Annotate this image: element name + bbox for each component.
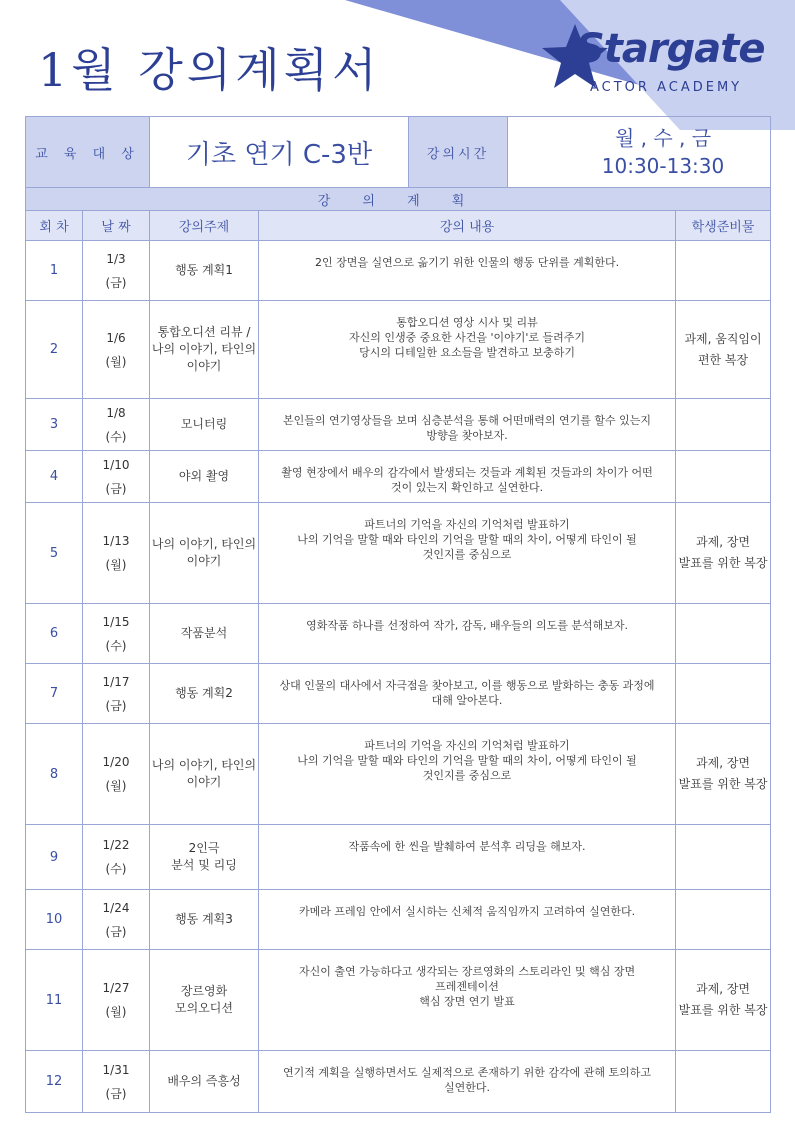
- session-topic: [150, 503, 259, 604]
- time-days: 월 , 수 , 금: [614, 125, 712, 150]
- session-content: [259, 399, 676, 451]
- session-materials: [676, 1051, 771, 1113]
- session-content: [259, 451, 676, 503]
- date-text: 1/8: [106, 405, 126, 420]
- session-topic: [150, 451, 259, 503]
- table-row: [26, 664, 771, 724]
- materials-line: 과제, 장면: [696, 756, 751, 770]
- content-line: 본인들의 연기영상들을 보며 심층분석을 통해 어떤매력의 연기를 할수 있는지: [283, 414, 652, 427]
- session-number: 4: [26, 451, 83, 503]
- date-text: 1/17: [102, 674, 130, 689]
- session-date: [83, 451, 150, 503]
- col-materials: 학생준비물: [676, 211, 771, 241]
- table-row: [26, 825, 771, 890]
- content-line: 실연한다.: [444, 1081, 491, 1094]
- topic-line: 모의오디션: [175, 1001, 233, 1015]
- session-materials: [676, 241, 771, 301]
- weekday-text: (월): [105, 1005, 127, 1019]
- date-text: 1/31: [102, 1062, 130, 1077]
- session-content: [259, 1051, 676, 1113]
- content-line: 방향을 찾아보자.: [426, 429, 508, 442]
- table-row: [26, 301, 771, 399]
- date-text: 1/6: [106, 330, 126, 345]
- session-number: 5: [26, 503, 83, 604]
- content-line: 파트너의 기억을 자신의 기억처럼 발표하기: [364, 739, 570, 752]
- table-row: [26, 503, 771, 604]
- topic-line: 이야기: [186, 775, 222, 789]
- lecture-plan-table: [25, 116, 771, 1113]
- session-number: 10: [26, 890, 83, 950]
- session-materials: [676, 451, 771, 503]
- content-line: 대해 알아본다.: [431, 694, 503, 707]
- col-no: 회 차: [26, 211, 83, 241]
- content-line: 2인 장면을 실연으로 옮기기 위한 인물의 행동 단위를 계획한다.: [314, 256, 620, 269]
- content-line: 것이 있는지 확인하고 실연한다.: [390, 481, 544, 494]
- topic-line: 작품분석: [180, 626, 228, 640]
- topic-line: 배우의 즉흥성: [167, 1074, 241, 1088]
- session-date: [83, 241, 150, 301]
- col-content: 강의 내용: [259, 211, 676, 241]
- content-line: 파트너의 기억을 자신의 기억처럼 발표하기: [364, 518, 570, 531]
- session-materials: [676, 825, 771, 890]
- session-topic: [150, 241, 259, 301]
- time-value: [557, 117, 769, 186]
- session-topic: [150, 724, 259, 825]
- topic-line: 나의 이야기, 타인의: [151, 537, 257, 551]
- session-topic: [150, 890, 259, 950]
- session-content: [259, 950, 676, 1051]
- session-topic: [150, 950, 259, 1051]
- content-line: 나의 기억을 말할 때와 타인의 기억을 말할 때의 차이, 어떻게 타인이 될: [297, 533, 637, 546]
- session-date: [83, 503, 150, 604]
- materials-line: 발표를 위한 복장: [678, 556, 768, 570]
- materials-line: 과제, 장면: [696, 535, 751, 549]
- content-line: 나의 기억을 말할 때와 타인의 기억을 말할 때의 차이, 어떻게 타인이 될: [297, 754, 637, 767]
- weekday-text: (금): [105, 1086, 127, 1101]
- session-date: [83, 604, 150, 664]
- topic-line: 야외 촬영: [178, 469, 230, 483]
- date-text: 1/24: [102, 900, 130, 915]
- section-title: 강 의 계 획: [26, 188, 771, 211]
- date-text: 1/27: [102, 981, 130, 995]
- table-row: [26, 241, 771, 301]
- weekday-text: (금): [105, 275, 127, 290]
- content-line: 자신의 인생중 중요한 사건을 '이야기'로 들려주기: [348, 331, 586, 344]
- topic-line: 행동 계획1: [175, 263, 233, 277]
- session-materials: [676, 301, 771, 399]
- content-line: 카메라 프레임 안에서 실시하는 신체적 움직임까지 고려하여 실연한다.: [298, 905, 636, 918]
- session-topic: [150, 1051, 259, 1113]
- session-topic: [150, 399, 259, 451]
- table-row: [26, 604, 771, 664]
- topic-line: 이야기: [186, 554, 222, 568]
- materials-line: 발표를 위한 복장: [678, 1003, 768, 1017]
- session-number: 2: [26, 301, 83, 399]
- date-text: 1/22: [102, 838, 130, 852]
- topic-line: 이야기: [186, 359, 222, 373]
- session-number: 1: [26, 241, 83, 301]
- session-date: [83, 664, 150, 724]
- date-text: 1/10: [102, 457, 130, 472]
- topic-line: 나의 이야기, 타인의: [151, 758, 257, 772]
- table-row: [26, 890, 771, 950]
- session-materials: [676, 950, 771, 1051]
- session-content: [259, 503, 676, 604]
- session-number: 3: [26, 399, 83, 451]
- col-topic: 강의주제: [150, 211, 259, 241]
- topic-line: 모니터링: [180, 417, 228, 431]
- weekday-text: (수): [105, 638, 127, 653]
- target-label: 교 육 대 상: [26, 117, 150, 188]
- content-line: 연기적 계획을 실행하면서도 실제적으로 존재하기 위한 감각에 관해 토의하고: [283, 1066, 652, 1079]
- session-number: 12: [26, 1051, 83, 1113]
- session-content: [259, 825, 676, 890]
- logo: [540, 22, 765, 102]
- session-materials: [676, 399, 771, 451]
- content-line: 촬영 현장에서 배우의 감각에서 발생되는 것들과 계획된 것들과의 차이가 어떤: [281, 466, 653, 479]
- page-title: 1월 강의계획서: [38, 43, 381, 97]
- content-line: 것인지를 중심으로: [422, 769, 512, 782]
- session-topic: [150, 825, 259, 890]
- weekday-text: (금): [105, 924, 127, 939]
- topic-line: 통합오디션 리뷰 /: [157, 325, 251, 339]
- topic-line: 행동 계획2: [175, 686, 233, 700]
- session-date: [83, 301, 150, 399]
- session-content: [259, 664, 676, 724]
- table-row: [26, 1051, 771, 1113]
- content-line: 상대 인물의 대사에서 자극점을 찾아보고, 이를 행동으로 발화하는 충동 과정에: [279, 679, 655, 692]
- session-number: 6: [26, 604, 83, 664]
- session-materials: [676, 604, 771, 664]
- table-row: [26, 950, 771, 1051]
- weekday-text: (금): [105, 698, 127, 713]
- weekday-text: (월): [105, 779, 127, 793]
- content-line: 당시의 디테일한 요소들을 발견하고 보충하기: [359, 346, 575, 359]
- weekday-text: (수): [105, 429, 127, 444]
- session-content: [259, 890, 676, 950]
- session-date: [83, 724, 150, 825]
- content-line: 프레젠테이션: [435, 980, 499, 993]
- materials-line: 발표를 위한 복장: [678, 777, 768, 791]
- content-line: 통합오디션 영상 시사 및 리뷰: [396, 316, 538, 329]
- time-hours: 10:30-13:30: [601, 153, 725, 178]
- logo-subtitle: ACTOR ACADEMY: [590, 80, 743, 95]
- session-date: [83, 825, 150, 890]
- weekday-text: (수): [105, 862, 127, 876]
- materials-line: 편한 복장: [697, 352, 749, 367]
- session-content: [259, 301, 676, 399]
- session-content: [259, 724, 676, 825]
- session-topic: [150, 604, 259, 664]
- session-materials: [676, 664, 771, 724]
- session-content: [259, 604, 676, 664]
- session-date: [83, 950, 150, 1051]
- session-number: 7: [26, 664, 83, 724]
- session-date: [83, 399, 150, 451]
- table-row: [26, 451, 771, 503]
- date-text: 1/13: [102, 534, 130, 548]
- content-line: 것인지를 중심으로: [422, 548, 512, 561]
- target-value: 기초 연기 C-3반: [185, 139, 373, 170]
- session-number: 9: [26, 825, 83, 890]
- weekday-text: (금): [105, 481, 127, 496]
- topic-line: 나의 이야기, 타인의: [151, 342, 257, 356]
- materials-line: 과제, 장면: [696, 982, 751, 996]
- session-date: [83, 1051, 150, 1113]
- date-text: 1/15: [102, 614, 130, 629]
- session-topic: [150, 301, 259, 399]
- date-text: 1/20: [102, 755, 130, 769]
- content-line: 자신이 출연 가능하다고 생각되는 장르영화의 스토리라인 및 핵심 장면: [298, 965, 636, 978]
- topic-line: 행동 계획3: [175, 912, 233, 926]
- session-materials: [676, 724, 771, 825]
- weekday-text: (월): [105, 558, 127, 572]
- col-date: 날 짜: [83, 211, 150, 241]
- table-row: [26, 724, 771, 825]
- session-topic: [150, 664, 259, 724]
- session-materials: [676, 503, 771, 604]
- session-materials: [676, 890, 771, 950]
- session-number: 8: [26, 724, 83, 825]
- content-line: 핵심 장면 연기 발표: [419, 995, 515, 1008]
- materials-line: 과제, 움직임이: [684, 331, 762, 346]
- session-content: [259, 241, 676, 301]
- time-label: 강의시간: [408, 117, 508, 187]
- column-header-row: [26, 211, 771, 241]
- logo-text: Stargate: [576, 26, 765, 72]
- section-header-row: [26, 188, 771, 211]
- session-date: [83, 890, 150, 950]
- topic-line: 장르영화: [180, 984, 228, 998]
- content-line: 영화작품 하나를 선정하여 작가, 감독, 배우들의 의도를 분석해보자.: [306, 619, 628, 632]
- topic-line: 분석 및 리딩: [171, 858, 237, 872]
- topic-line: 2인극: [188, 841, 220, 855]
- date-text: 1/3: [106, 251, 126, 266]
- table-row: [26, 399, 771, 451]
- session-number: 11: [26, 950, 83, 1051]
- content-line: 작품속에 한 씬을 발췌하여 분석후 리딩을 해보자.: [348, 840, 586, 853]
- weekday-text: (월): [105, 354, 127, 369]
